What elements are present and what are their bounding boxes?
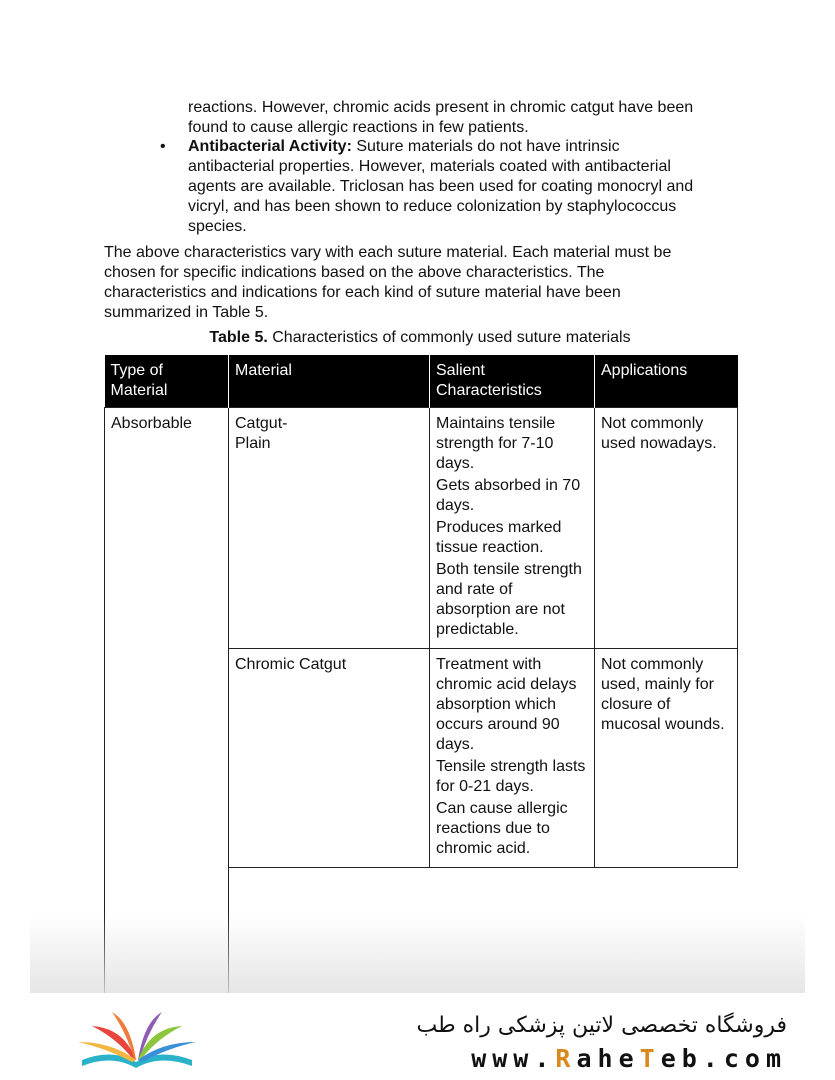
cell-material: Chromic Catgut	[229, 649, 430, 868]
cell-characteristics	[430, 649, 595, 868]
continuation-line-2: found to cause allergic reactions in few patients.	[188, 119, 529, 136]
characteristic-item: Treatment with chromic acid delays absorption which occurs around 90 days.	[436, 656, 577, 753]
material-line: Catgut-	[235, 415, 288, 432]
table-caption	[104, 328, 736, 348]
open-book-logo-icon	[72, 1008, 202, 1077]
characteristic-item: Can cause allergic reactions due to chromic acid.	[436, 800, 568, 857]
cell-material	[229, 408, 430, 649]
cell-type-absorbable: Absorbable	[105, 408, 229, 995]
table-header-row	[105, 355, 738, 408]
shop-name: فروشگاه تخصصی لاتین پزشکی راه طب	[416, 1013, 787, 1038]
bullet-line-1	[188, 137, 620, 157]
header-applications: Applications	[595, 355, 738, 408]
bullet-line-4: vicryl, and has been shown to reduce colonization by staphylococcus	[188, 198, 677, 215]
header-type-of-material: Type of Material	[105, 355, 229, 408]
paragraph-line-1: The above characteristics vary with each suture material. Each material must be	[104, 244, 672, 261]
characteristic-item: Tensile strength lasts for 0-21 days.	[436, 758, 586, 795]
page-fade-overlay	[30, 915, 805, 993]
cell-applications: Not commonly used nowadays.	[595, 408, 738, 649]
bullet-line-2: antibacterial properties. However, materials coated with antibacterial	[188, 158, 671, 175]
characteristic-item: Both tensile strength and rate of absorption are not predictable.	[436, 561, 582, 638]
bullet-marker: •	[160, 138, 166, 155]
paragraph-line-4: summarized in Table 5.	[104, 304, 269, 321]
paragraph-line-2: chosen for specific indications based on the above characteristics. The	[104, 264, 605, 281]
characteristic-item: Gets absorbed in 70 days.	[436, 477, 581, 514]
bullet-line-1-text: Suture materials do not have intrinsic	[351, 138, 620, 155]
header-salient-characteristics: Salient Characteristics	[430, 355, 595, 408]
material-line: Plain	[235, 435, 271, 452]
url-accent-r: R	[555, 1044, 577, 1073]
characteristic-item: Produces marked tissue reaction.	[436, 519, 562, 556]
url-mid: ahe	[576, 1044, 640, 1073]
characteristic-item: Maintains tensile strength for 7-10 days.	[436, 415, 556, 472]
url-suffix: eb.com	[660, 1044, 787, 1073]
table-row	[105, 408, 738, 649]
bullet-line-5: species.	[188, 218, 247, 235]
table-caption-text: Characteristics of commonly used suture materials	[267, 329, 631, 346]
header-material: Material	[229, 355, 430, 408]
paragraph-line-3: characteristics and indications for each kind of suture material have been	[104, 284, 621, 301]
bullet-line-3: agents are available. Triclosan has been used for coating monocryl and	[188, 178, 694, 195]
url-prefix: www.	[471, 1044, 556, 1073]
site-url[interactable]	[471, 1044, 787, 1074]
cell-applications: Not commonly used, mainly for closure of mucosal wounds.	[595, 649, 738, 868]
continuation-line-1: reactions. However, chromic acids present in chromic catgut have been	[188, 99, 694, 116]
bullet-term: Antibacterial Activity:	[188, 138, 352, 155]
suture-materials-table	[104, 355, 738, 995]
table-caption-label: Table 5.	[209, 329, 268, 346]
cell-characteristics	[430, 408, 595, 649]
url-accent-t: T	[639, 1044, 661, 1073]
